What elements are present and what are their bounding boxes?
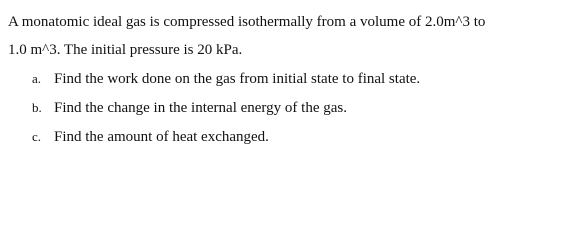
list-item: [32, 99, 347, 117]
list-item-text: Find the work done on the gas from initial state to final state.: [54, 71, 421, 87]
problem-text-line-1: A monatomic ideal gas is compressed isothermally from a volume of 2.0m^3 to: [8, 14, 486, 30]
list-item: [32, 70, 420, 88]
list-marker: a.: [32, 71, 42, 86]
list-marker: c.: [32, 129, 42, 144]
list-item: [32, 128, 269, 146]
problem-text-line-2: 1.0 m^3. The initial pressure is 20 kPa.: [8, 42, 243, 58]
list-item-text: Find the change in the internal energy of the gas.: [54, 100, 347, 116]
list-item-text: Find the amount of heat exchanged.: [54, 129, 269, 145]
list-marker: b.: [32, 100, 42, 115]
